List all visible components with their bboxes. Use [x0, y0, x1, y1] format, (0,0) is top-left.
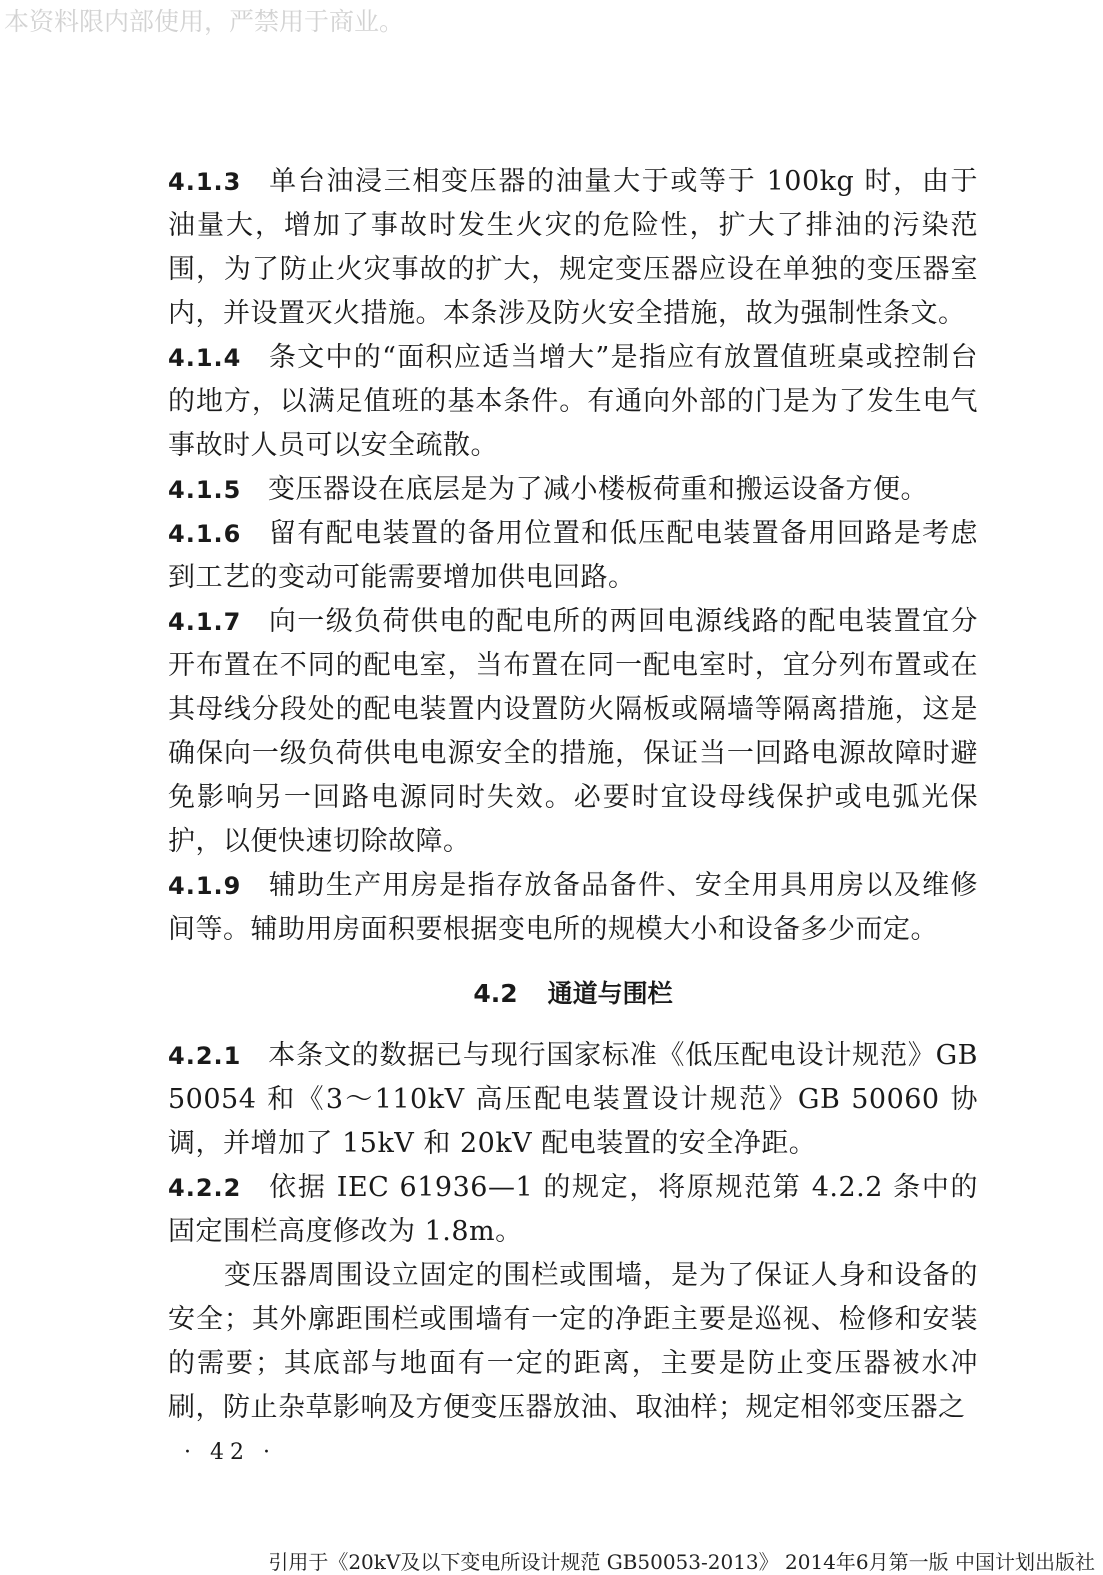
clause-number: 4.1.3	[168, 168, 242, 196]
section-number: 4.2	[473, 979, 518, 1008]
clause-text: 向一级负荷供电的配电所的两回电源线路的配电装置宜分开布置在不同的配电室，当布置在同一配电室时，宜分列布置或在其母线分段处的配电装置内设置防火隔板或隔墙等隔离措施，这是确保向一级负荷供电电源安全的措施，保证当一回路电源故障时避免影响另一回路电源同时失效。必要时宜设母线保护或电弧光保护，以便快速切除故障。	[168, 606, 978, 857]
clause-number: 4.1.7	[168, 608, 242, 636]
body-paragraph: 变压器周围设立固定的围栏或围墙，是为了保证人身和设备的安全；其外廓距围栏或围墙有一定的净距主要是巡视、检修和安装的需要；其底部与地面有一定的距离，主要是防止变压器被水冲刷，防止杂草影响及方便变压器放油、取油样；规定相邻变压器之	[168, 1260, 978, 1423]
clause-text: 依据 IEC 61936—1 的规定，将原规范第 4.2.2 条中的固定围栏高度修改为 1.8m。	[168, 1172, 978, 1247]
clause-number: 4.1.6	[168, 520, 242, 548]
clause-4-1-4	[168, 336, 978, 468]
section-title: 通道与围栏	[547, 979, 673, 1008]
clause-number: 4.1.5	[168, 476, 242, 504]
section-heading	[168, 972, 978, 1016]
clause-text: 变压器设在底层是为了减小楼板荷重和搬运设备方便。	[268, 474, 928, 505]
clause-number: 4.1.4	[168, 344, 242, 372]
clause-number: 4.1.9	[168, 872, 242, 900]
clause-4-1-9	[168, 864, 978, 952]
clause-4-1-5	[168, 468, 978, 512]
clause-number: 4.2.1	[168, 1042, 242, 1070]
clause-text: 留有配电装置的备用位置和低压配电装置备用回路是考虑到工艺的变动可能需要增加供电回路。	[168, 518, 978, 593]
clause-4-1-7	[168, 600, 978, 864]
clause-text: 本条文的数据已与现行国家标准《低压配电设计规范》GB 50054 和《3～110kV 高压配电装置设计规范》GB 50060 协调，并增加了 15kV 和 20kV 配电装置的安全净距。	[168, 1040, 978, 1159]
page-number: · 42 ·	[184, 1440, 276, 1465]
clause-text: 单台油浸三相变压器的油量大于或等于 100kg 时，由于油量大，增加了事故时发生火灾的危险性，扩大了排油的污染范围，为了防止火灾事故的扩大，规定变压器应设在单独的变压器室内，并设置灭火措施。本条涉及防火安全措施，故为强制性条文。	[168, 166, 978, 329]
source-footer: 引用于《20kV及以下变电所设计规范 GB50053-2013》 2014年6月第一版 中国计划出版社	[268, 1550, 1095, 1574]
clause-4-2-1	[168, 1034, 978, 1166]
clause-4-2-2	[168, 1166, 978, 1254]
watermark: 本资料限内部使用，严禁用于商业。	[4, 7, 405, 36]
clause-text: 条文中的“面积应适当增大”是指应有放置值班桌或控制台的地方，以满足值班的基本条件。有通向外部的门是为了发生电气事故时人员可以安全疏散。	[168, 342, 978, 461]
clause-4-1-3	[168, 160, 978, 336]
document-body	[168, 160, 978, 1430]
clause-text: 辅助生产用房是指存放备品备件、安全用具用房以及维修间等。辅助用房面积要根据变电所的规模大小和设备多少而定。	[168, 870, 978, 945]
clause-4-1-6	[168, 512, 978, 600]
clause-number: 4.2.2	[168, 1174, 242, 1202]
